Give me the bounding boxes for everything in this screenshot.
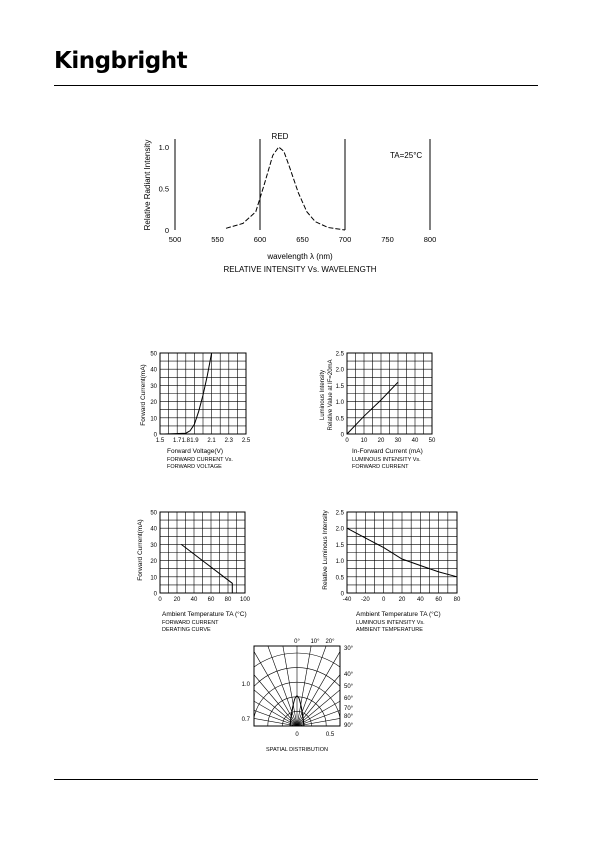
derating-x-tick: 60 — [207, 597, 215, 603]
derating-y-tick: 50 — [150, 510, 157, 517]
spatial-radius-label: 1.0 — [241, 682, 250, 688]
iv-x-label: Forward Voltage(V) — [167, 448, 223, 455]
spatial-angle-label: 50° — [344, 684, 354, 690]
li-x-tick: 30 — [394, 438, 402, 444]
iv-y-tick: 30 — [150, 383, 157, 390]
spectrum-series-label: RED — [271, 132, 289, 141]
iv-x-tick: 1.8 — [181, 438, 190, 444]
li-caption-1: LUMINOUS INTENSITY Vs. — [352, 457, 421, 463]
iv-y-tick: 50 — [150, 351, 157, 358]
iv-x-tick: 2.1 — [207, 438, 216, 444]
spectrum-x-tick: 500 — [168, 235, 182, 244]
li-y-tick: 1.0 — [335, 400, 344, 407]
iv-y-tick: 10 — [150, 416, 157, 423]
li-y-tick: 2.0 — [335, 367, 344, 374]
temp-x-tick: 40 — [416, 597, 424, 603]
spatial-angle-label: 40° — [344, 672, 354, 678]
iv-x-tick: 1.9 — [190, 438, 199, 444]
brand-logo: Kingbright — [54, 48, 188, 74]
derating-caption-1: FORWARD CURRENT — [162, 620, 219, 626]
spectrum-x-tick: 550 — [211, 235, 224, 244]
derating-y-tick: 40 — [150, 526, 157, 533]
iv-y-label: Forward Current(mA) — [140, 364, 147, 426]
derating-x-tick: 100 — [239, 597, 251, 603]
spatial-caption: SPATIAL DISTRIBUTION — [266, 747, 328, 753]
li-y-tick: 0.5 — [335, 416, 344, 423]
derating-y-tick: 30 — [150, 542, 157, 549]
spectrum-x-tick: 750 — [381, 235, 394, 244]
li-x-tick: 50 — [428, 438, 436, 444]
iv-caption-1: FORWARD CURRENT Vs. — [167, 457, 233, 463]
derating-y-tick: 0 — [153, 591, 157, 598]
spatial-angle-label: 70° — [344, 706, 354, 712]
temp-y-tick: 1.0 — [335, 559, 344, 566]
spectrum-y-label: Relative Radiant Intensity — [143, 139, 152, 231]
temp-x-tick: 0 — [381, 597, 386, 603]
temp-x-tick: 60 — [435, 597, 443, 603]
derating-x-tick: 0 — [158, 597, 162, 603]
spectrum-x-label: wavelength λ (nm) — [267, 252, 333, 261]
temp-x-tick: 20 — [398, 597, 406, 603]
spatial-scale-label: 0.5 — [325, 732, 335, 738]
derating-x-tick: 80 — [224, 597, 232, 603]
spatial-angle-label: 80° — [344, 714, 354, 720]
li-x-tick: 10 — [360, 438, 368, 444]
spectrum-y-tick: 0.5 — [158, 184, 169, 194]
spectrum-x-tick: 600 — [253, 235, 267, 244]
iv-x-tick: 2.5 — [241, 438, 251, 444]
temp-y-label: Relative Luminous Intensity — [322, 510, 329, 590]
iv-y-tick: 40 — [150, 367, 157, 374]
temp-x-tick: -20 — [360, 597, 370, 603]
iv-x-tick: 2.3 — [224, 438, 233, 444]
temp-caption-1: LUMINOUS INTENSITY Vs. — [356, 620, 425, 626]
temp-y-tick: 2.5 — [335, 510, 344, 517]
li-x-tick: 20 — [377, 438, 385, 444]
li-x-tick: 40 — [411, 438, 419, 444]
li-y-label-1: Luminous Intensity — [320, 369, 326, 421]
iv-x-tick: 1.5 — [155, 438, 165, 444]
spectrum-annotation: TA=25°C — [390, 151, 423, 160]
spectrum-x-tick: 650 — [296, 235, 309, 244]
li-y-tick: 1.5 — [335, 383, 344, 390]
derating-y-tick: 20 — [150, 559, 157, 566]
derating-x-tick: 20 — [173, 597, 181, 603]
li-x-tick: 0 — [345, 438, 349, 444]
spatial-radius-label: 0.7 — [241, 717, 250, 723]
iv-x-tick: 1.7 — [173, 438, 182, 444]
spatial-angle-label: 90° — [344, 723, 354, 729]
li-caption-2: FORWARD CURRENT — [352, 464, 409, 470]
temp-x-tick: -40 — [342, 597, 352, 603]
spectrum-x-tick: 800 — [423, 235, 437, 244]
iv-caption-2: FORWARD VOLTAGE — [167, 464, 222, 470]
temp-x-tick: 80 — [453, 597, 461, 603]
temp-y-tick: 2.0 — [335, 526, 344, 533]
derating-y-label: Forward Current(mA) — [137, 519, 144, 581]
temp-y-tick: 0 — [340, 591, 344, 598]
temp-y-tick: 0.5 — [335, 575, 344, 582]
derating-x-label: Ambient Temperature TA (°C) — [162, 611, 247, 618]
spatial-angle-label: 30° — [344, 646, 354, 652]
spatial-angle-label: 10° — [310, 639, 320, 645]
li-x-label: In-Forward Current (mA) — [352, 448, 423, 455]
spatial-scale-label: 0 — [295, 732, 299, 738]
spectrum-caption: RELATIVE INTENSITY Vs. WAVELENGTH — [223, 265, 377, 274]
spectrum-y-tick: 0 — [164, 226, 169, 235]
temp-y-tick: 1.5 — [335, 542, 344, 549]
spatial-angle-label: 20° — [325, 639, 335, 645]
derating-x-tick: 40 — [190, 597, 198, 603]
spectrum-x-tick: 700 — [338, 235, 352, 244]
derating-y-tick: 10 — [150, 575, 157, 582]
li-y-tick: 2.5 — [335, 351, 344, 358]
spectrum-y-tick: 1.0 — [158, 143, 169, 152]
derating-caption-2: DERATING CURVE — [162, 627, 211, 633]
spatial-angle-label: 0° — [294, 639, 300, 645]
iv-y-tick: 20 — [150, 400, 157, 407]
iv-y-tick: 0 — [153, 432, 157, 439]
spatial-angle-label: 60° — [344, 696, 354, 702]
temp-caption-2: AMBIENT TEMPERATURE — [356, 627, 423, 633]
li-y-tick: 0 — [340, 432, 344, 439]
li-y-label-2: Relative Value at IF=20mA — [328, 359, 334, 431]
temp-x-label: Ambient Temperature TA (°C) — [356, 611, 441, 618]
